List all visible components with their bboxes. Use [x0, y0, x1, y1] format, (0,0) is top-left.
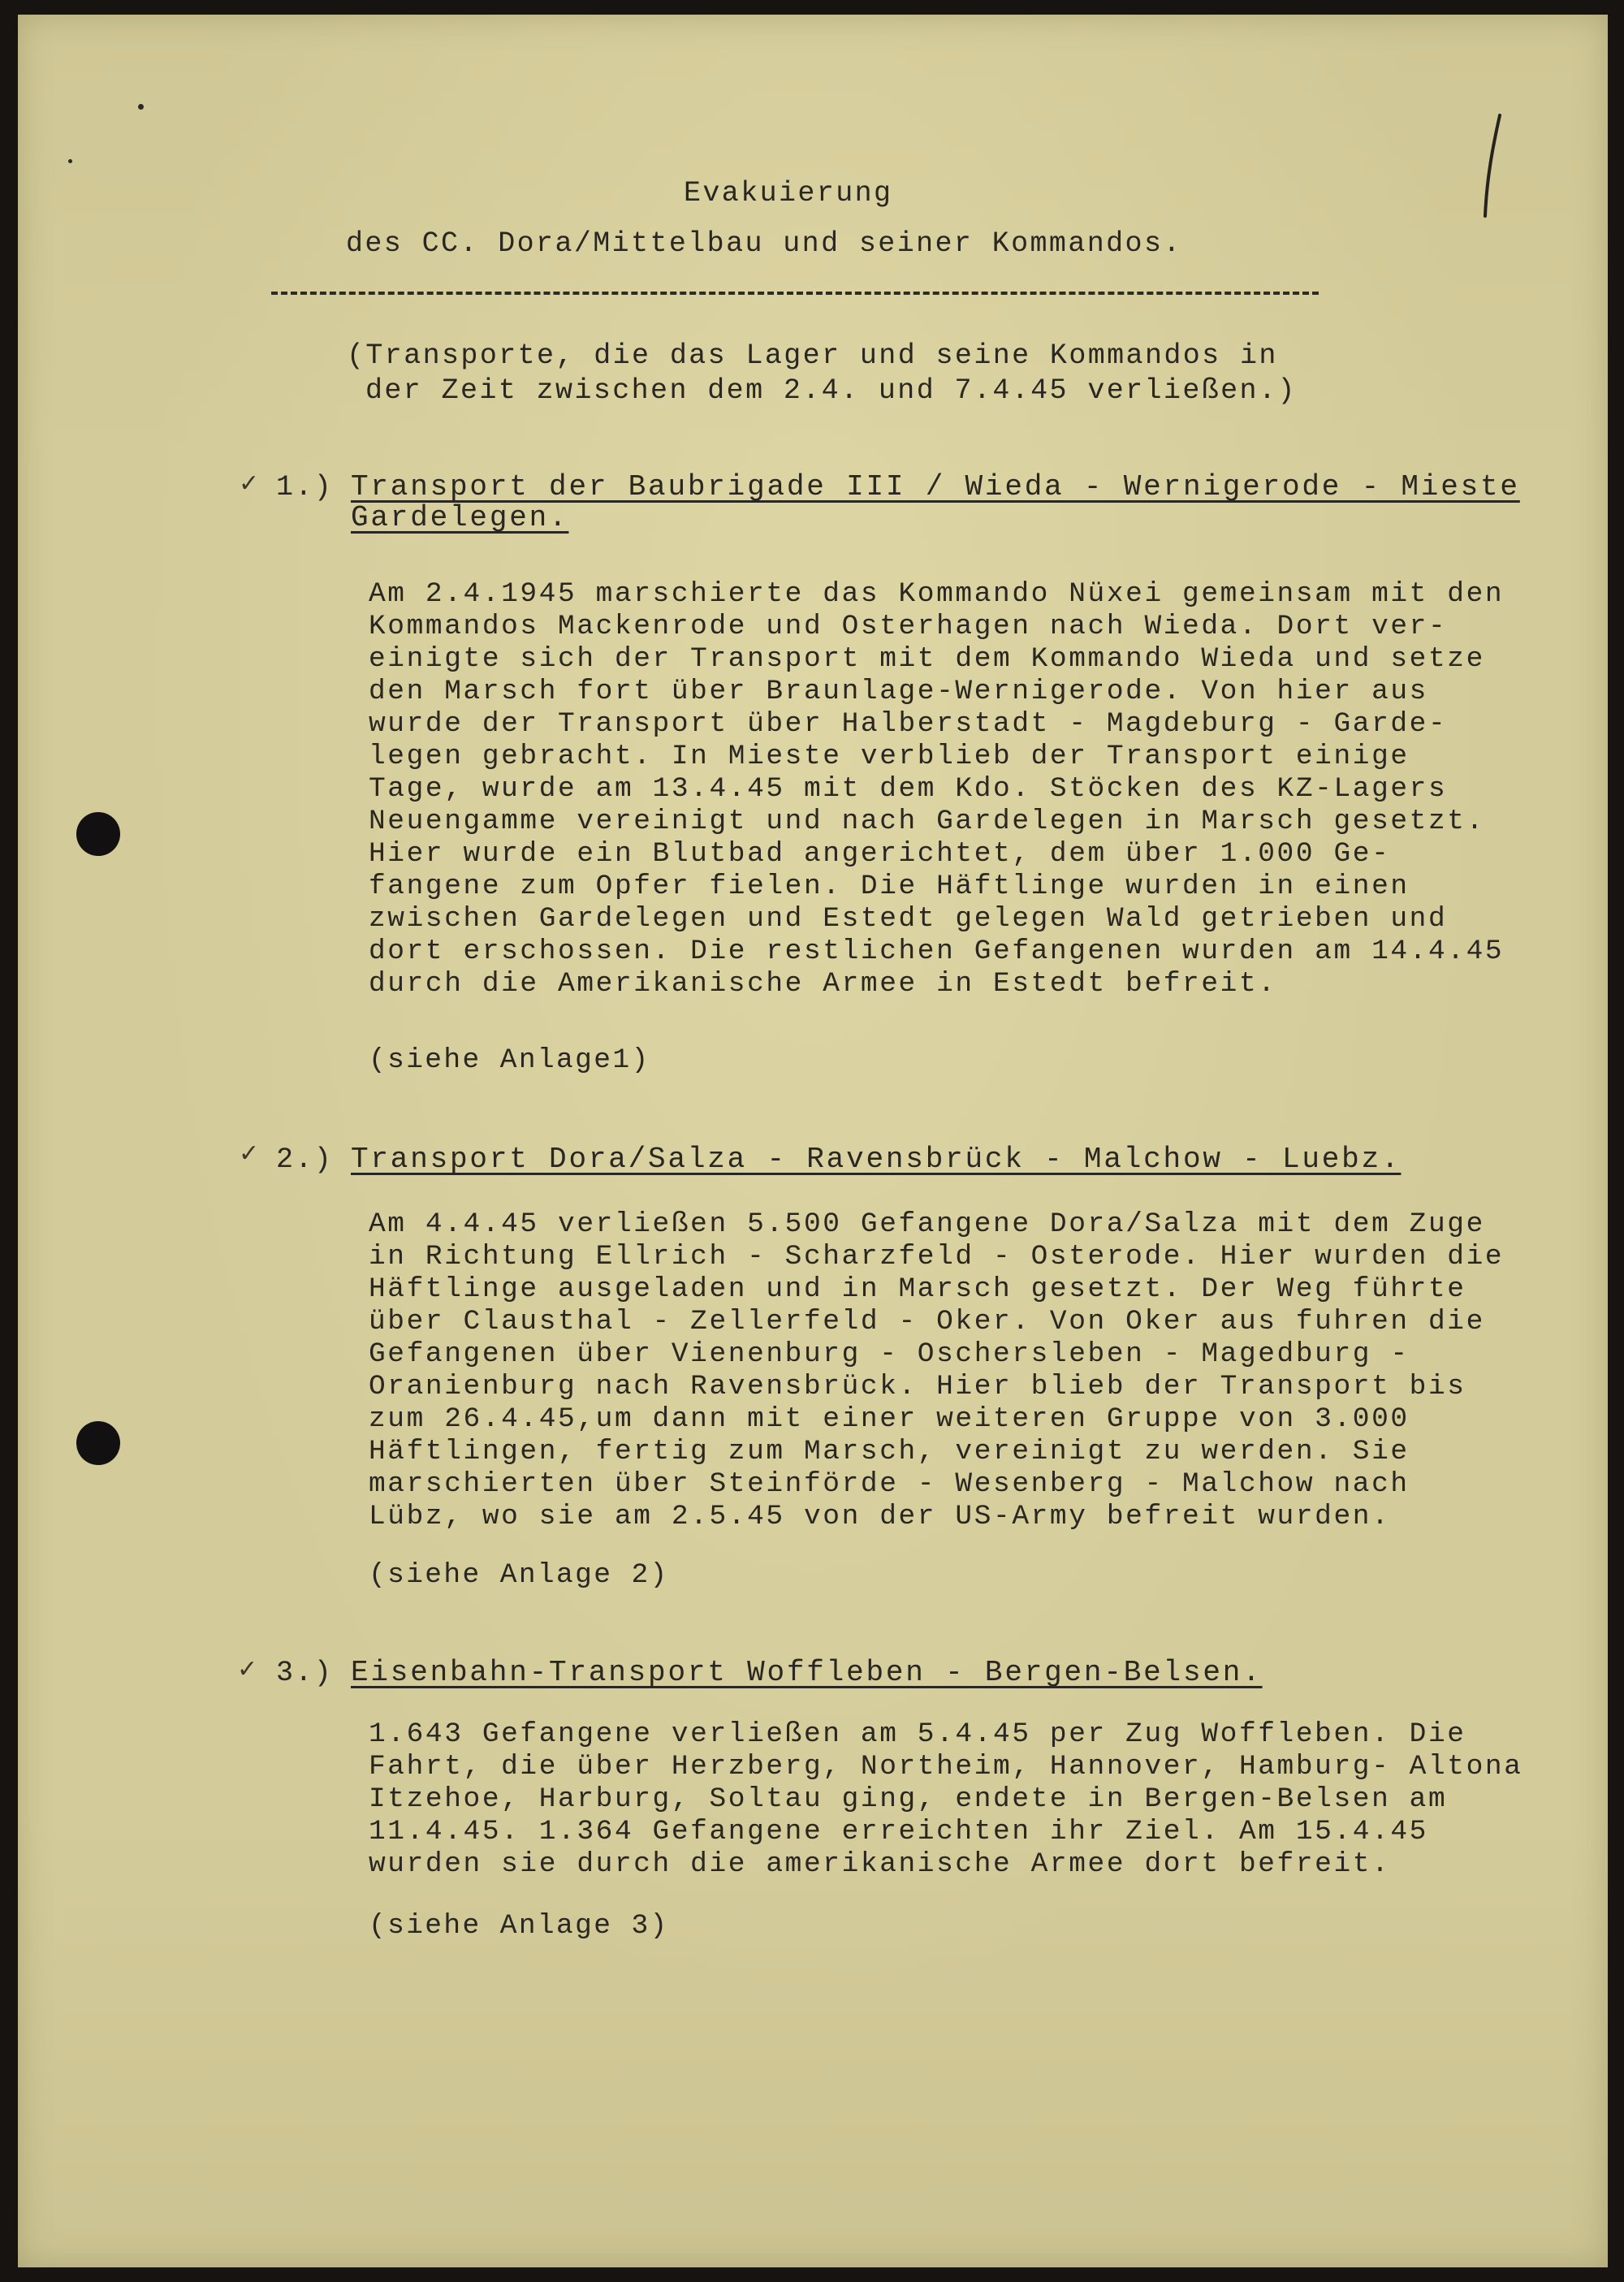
section-2-annex-reference: (siehe Anlage 2) — [369, 1559, 669, 1591]
section-3-heading-line-1: Eisenbahn-Transport Woffleben - Bergen-Belsen. — [351, 1656, 1263, 1689]
section-1-heading-line-1: Transport der Baubrigade III / Wieda - Wernigerode - Mieste — [351, 470, 1520, 504]
punch-hole-upper — [76, 812, 120, 856]
section-1-body-line: durch die Amerikanische Armee in Estedt befreit. — [369, 968, 1277, 1000]
section-3-annex-reference: (siehe Anlage 3) — [369, 1910, 669, 1942]
section-1-body-line: fangene zum Opfer fielen. Die Häftlinge wurden in einen — [369, 871, 1410, 902]
ink-speck — [68, 159, 72, 163]
section-2-body-line: Häftlingen, fertig zum Marsch, vereinigt zu werden. Sie — [369, 1436, 1410, 1467]
section-3-body-line: Itzehoe, Harburg, Soltau ging, endete in Bergen-Belsen am — [369, 1783, 1448, 1815]
section-1-checkmark: ✓ — [239, 469, 260, 498]
section-3-body-line: Fahrt, die über Herzberg, Northeim, Hannover, Hamburg- Altona — [369, 1751, 1523, 1783]
section-3-body-line: wurden sie durch die amerikanische Armee dort befreit. — [369, 1848, 1391, 1880]
section-2-heading-line-1: Transport Dora/Salza - Ravensbrück - Malchow - Luebz. — [351, 1143, 1402, 1176]
section-1-body-line: Neuengamme vereinigt und nach Gardelegen in Marsch gesetzt. — [369, 806, 1485, 837]
section-1-body-line: dort erschossen. Die restlichen Gefangenen wurden am 14.4.45 — [369, 936, 1505, 967]
section-3-body-line: 11.4.45. 1.364 Gefangene erreichten ihr Ziel. Am 15.4.45 — [369, 1816, 1428, 1848]
section-1-annex-reference: (siehe Anlage1) — [369, 1044, 650, 1076]
section-2-body-line: Lübz, wo sie am 2.5.45 von der US-Army befreit wurden. — [369, 1501, 1391, 1532]
section-2-body-line: Oranienburg nach Ravensbrück. Hier blieb der Transport bis — [369, 1371, 1466, 1402]
section-2-body-line: zum 26.4.45,um dann mit einer weiteren Gruppe von 3.000 — [369, 1403, 1410, 1435]
intro-line-1: (Transporte, die das Lager und seine Kommandos in — [347, 339, 1278, 372]
section-1-body-line: den Marsch fort über Braunlage-Wernigerode. Von hier aus — [369, 676, 1428, 707]
section-1-body-line: einigte sich der Transport mit dem Kommando Wieda und setze — [369, 643, 1485, 675]
punch-hole-lower — [76, 1421, 120, 1465]
section-1-body-line: Tage, wurde am 13.4.45 mit dem Kdo. Stöcken des KZ-Lagers — [369, 773, 1448, 805]
section-1-body-line: wurde der Transport über Halberstadt - Magdeburg - Garde- — [369, 708, 1448, 740]
section-3-number: 3.) — [276, 1657, 334, 1689]
section-2-body-line: Häftlinge ausgeladen und in Marsch gesetzt. Der Weg führte — [369, 1273, 1466, 1305]
section-1-body-line: Am 2.4.1945 marschierte das Kommando Nüxei gemeinsam mit den — [369, 578, 1505, 610]
document-title: Evakuierung — [684, 177, 893, 210]
section-1-body-line: legen gebracht. In Mieste verblieb der Transport einige — [369, 741, 1410, 772]
section-1-number: 1.) — [276, 471, 334, 504]
section-1-body-line: zwischen Gardelegen und Estedt gelegen Wald getrieben und — [369, 903, 1448, 935]
handwritten-page-number — [1475, 112, 1508, 222]
section-2-checkmark: ✓ — [239, 1139, 260, 1168]
document-page — [18, 15, 1608, 2267]
section-3-checkmark: ✓ — [237, 1655, 258, 1683]
ink-speck — [138, 104, 144, 110]
intro-line-2: der Zeit zwischen dem 2.4. und 7.4.45 verließen.) — [365, 374, 1297, 407]
dashed-separator — [271, 292, 1319, 295]
section-2-body-line: in Richtung Ellrich - Scharzfeld - Osterode. Hier wurden die — [369, 1241, 1505, 1273]
section-3-body-line: 1.643 Gefangene verließen am 5.4.45 per Zug Woffleben. Die — [369, 1718, 1466, 1750]
section-2-body-line: über Clausthal - Zellerfeld - Oker. Von Oker aus fuhren die — [369, 1306, 1485, 1338]
section-1-body-line: Hier wurde ein Blutbad angerichtet, dem über 1.000 Ge- — [369, 838, 1391, 870]
document-subtitle: des CC. Dora/Mittelbau und seiner Kommandos. — [346, 227, 1182, 260]
section-1-heading-line-2: Gardelegen. — [351, 501, 569, 534]
section-1-body-line: Kommandos Mackenrode und Osterhagen nach Wieda. Dort ver- — [369, 611, 1448, 642]
section-2-body-line: marschierten über Steinförde - Wesenberg - Malchow nach — [369, 1468, 1410, 1500]
section-2-body-line: Gefangenen über Vienenburg - Oschersleben - Magedburg - — [369, 1338, 1410, 1370]
section-2-number: 2.) — [276, 1143, 334, 1176]
section-2-body-line: Am 4.4.45 verließen 5.500 Gefangene Dora/Salza mit dem Zuge — [369, 1208, 1485, 1240]
